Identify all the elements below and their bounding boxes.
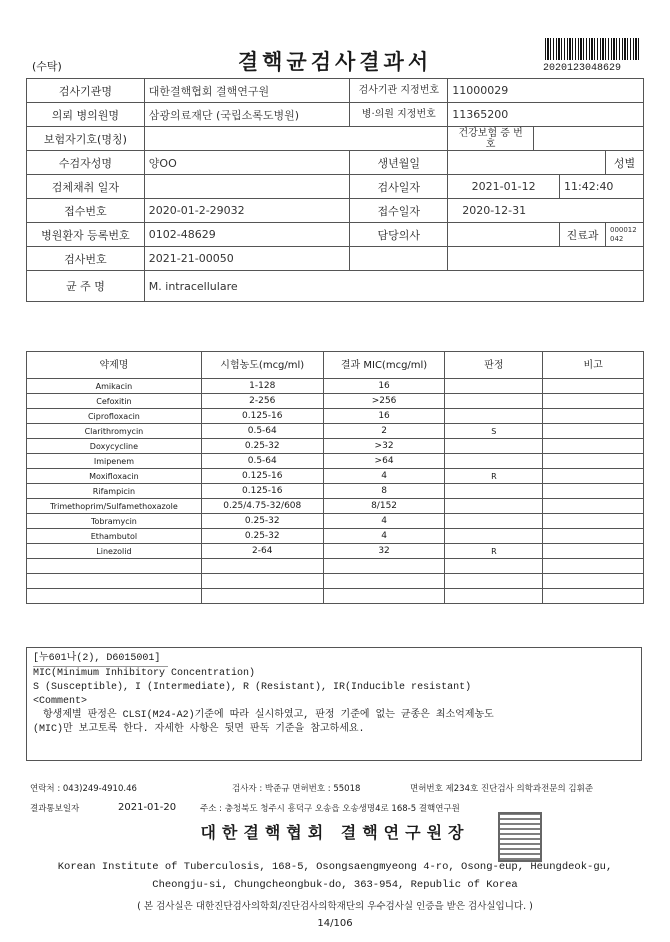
license-info: 면허번호 제234호 진단검사 의학과전문의 김휘준: [410, 784, 594, 794]
patient-reg-no: 0102-48629: [144, 223, 350, 247]
receipt-no-label: 접수번호: [27, 199, 145, 223]
report-date-label: 결과통보일자: [30, 804, 80, 814]
official-seal-icon: [498, 812, 542, 862]
birth-value: [448, 151, 606, 175]
table-row: [27, 439, 644, 454]
institute-name: 대한결핵협회 결핵연구원장: [200, 823, 470, 842]
concentration-cell: 2-256: [201, 394, 323, 409]
concentration-cell: 0.5-64: [201, 424, 323, 439]
drug-name-cell: [27, 589, 202, 604]
interpretation-cell: [445, 529, 543, 544]
remark-cell: [543, 499, 644, 514]
hospital-code-label: 병·의원 지정번호: [350, 103, 448, 127]
drug-name-cell: Linezolid: [27, 544, 202, 559]
concentration-cell: 0.125-16: [201, 409, 323, 424]
remark-cell: [543, 454, 644, 469]
remark-cell: [543, 514, 644, 529]
interpretation-cell: [445, 409, 543, 424]
agency-code: 11000029: [448, 79, 644, 103]
insurance-no: [534, 127, 644, 151]
remark-cell: [543, 394, 644, 409]
receipt-no: 2020-01-2-29032: [144, 199, 350, 223]
examiner-info: 검사자 : 박준규 면허번호 : 55018: [232, 784, 361, 794]
organism-name: M. intracellulare: [144, 271, 643, 302]
remark-cell: [543, 379, 644, 394]
contact-info: 연락처 : 043)249-4910.46: [30, 784, 137, 794]
concentration-cell: [201, 589, 323, 604]
mic-cell: 4: [323, 514, 445, 529]
address-kr: 주소 : 충청북도 청주시 흥덕구 오송읍 오송생명4로 168-5 결핵연구원: [200, 804, 460, 814]
drug-table-body: [27, 379, 644, 604]
drug-name-cell: Doxycycline: [27, 439, 202, 454]
comment-heading: <Comment>: [33, 696, 88, 707]
mic-cell: 4: [323, 469, 445, 484]
remark-cell: [543, 439, 644, 454]
remark-cell: [543, 574, 644, 589]
concentration-cell: [201, 574, 323, 589]
drug-header: 약제명: [27, 352, 202, 379]
table-row: [27, 484, 644, 499]
patient-name-label: 수검자성명: [27, 151, 145, 175]
mic-cell: 2: [323, 424, 445, 439]
barcode-number: 2020123048629: [543, 63, 622, 74]
drug-name-cell: Imipenem: [27, 454, 202, 469]
comment-box: [26, 647, 642, 761]
interpretation-cell: [445, 559, 543, 574]
interpretation-cell: [445, 484, 543, 499]
doctor-label: 담당의사: [350, 223, 448, 247]
remark-cell: [543, 589, 644, 604]
barcode-icon: [545, 38, 640, 60]
insured-value: [144, 127, 447, 151]
interpretation-cell: S: [445, 424, 543, 439]
mic-cell: 8/152: [323, 499, 445, 514]
concentration-header: 시험농도(mcg/ml): [201, 352, 323, 379]
interpretation-header: 판정: [445, 352, 543, 379]
page-number: 14/106: [317, 918, 353, 929]
mic-cell: [323, 559, 445, 574]
drug-name-cell: Ciprofloxacin: [27, 409, 202, 424]
comment-line: (MIC)만 보고토록 한다. 자세한 사항은 뒷면 판독 기준을 참고하세요.: [33, 724, 365, 735]
mic-cell: 32: [323, 544, 445, 559]
patient-info-table: [26, 78, 644, 302]
sex-label: 성별: [605, 151, 643, 175]
interpretation-cell: R: [445, 469, 543, 484]
remark-cell: [543, 529, 644, 544]
mic-cell: 16: [323, 409, 445, 424]
concentration-cell: [201, 559, 323, 574]
patient-name: 양OO: [144, 151, 350, 175]
address-en: [0, 858, 670, 894]
interpretation-cell: [445, 589, 543, 604]
collection-date-label: 검체채취 일자: [27, 175, 145, 199]
empty-cell: [350, 247, 448, 271]
drug-name-cell: Moxifloxacin: [27, 469, 202, 484]
remark-cell: [543, 559, 644, 574]
receipt-date-label: 접수일자: [350, 199, 448, 223]
table-row: [27, 589, 644, 604]
testing-agency-label: 검사기관명: [27, 79, 145, 103]
requesting-hospital: 삼광의료재단 (국립소록도병원): [144, 103, 350, 127]
concentration-cell: 0.25/4.75-32/608: [201, 499, 323, 514]
table-row: [27, 514, 644, 529]
interpretation-cell: [445, 394, 543, 409]
test-no: 2021-21-00050: [144, 247, 350, 271]
mic-cell: >32: [323, 439, 445, 454]
dept-value: 000012042: [605, 223, 643, 247]
remark-cell: [543, 469, 644, 484]
result-header: 결과 MIC(mcg/ml): [323, 352, 445, 379]
table-row: [27, 574, 644, 589]
table-row: [27, 394, 644, 409]
mic-cell: 4: [323, 529, 445, 544]
interpretation-cell: [445, 574, 543, 589]
mic-cell: [323, 589, 445, 604]
comment-code: [누601나(2), D6015001]: [33, 652, 168, 667]
test-time: 11:42:40: [560, 175, 644, 199]
mic-cell: 8: [323, 484, 445, 499]
concentration-cell: 0.125-16: [201, 484, 323, 499]
drug-name-cell: Ethambutol: [27, 529, 202, 544]
intake-note: (수탁): [32, 60, 62, 73]
remark-cell: [543, 409, 644, 424]
drug-name-cell: [27, 559, 202, 574]
hospital-code: 11365200: [448, 103, 644, 127]
birth-label: 생년월일: [350, 151, 448, 175]
testing-agency: 대한결핵협회 결핵연구원: [144, 79, 350, 103]
table-row: [27, 559, 644, 574]
drug-name-cell: Amikacin: [27, 379, 202, 394]
remark-cell: [543, 424, 644, 439]
drug-name-cell: Tobramycin: [27, 514, 202, 529]
test-date-label: 검사일자: [350, 175, 448, 199]
dept-label: 진료과: [560, 223, 606, 247]
test-no-label: 검사번호: [27, 247, 145, 271]
comment-line: 항생제별 판정은 CLSI(M24-A2)기준에 따라 실시하였고, 판정 기준에 없는 균종은 최소억제농도: [43, 710, 494, 721]
receipt-date: 2020-12-31: [448, 199, 644, 223]
mic-cell: >64: [323, 454, 445, 469]
interpretation-cell: [445, 379, 543, 394]
remark-header: 비고: [543, 352, 644, 379]
collection-date: [144, 175, 350, 199]
certification-notice: ( 본 검사실은 대한진단검사의학회/진단검사의학재단의 우수검사실 인증을 받은 검사실입니다. ): [137, 901, 533, 912]
comment-line: MIC(Minimum Inhibitory Concentration): [33, 668, 256, 679]
interpretation-cell: R: [445, 544, 543, 559]
concentration-cell: 0.5-64: [201, 454, 323, 469]
address-en-line: Cheongju-si, Chungcheongbuk-do, 363-954, Republic of Korea: [152, 879, 518, 891]
mic-cell: [323, 574, 445, 589]
concentration-cell: 0.25-32: [201, 514, 323, 529]
remark-cell: [543, 544, 644, 559]
table-row: [27, 454, 644, 469]
mic-cell: >256: [323, 394, 445, 409]
agency-code-label: 검사기관 지정번호: [350, 79, 448, 103]
interpretation-cell: [445, 514, 543, 529]
insurance-no-label: 건강보험 증 번 호: [448, 127, 534, 151]
document-title: 결핵균검사결과서: [237, 49, 433, 74]
table-row: [27, 469, 644, 484]
requesting-hospital-label: 의뢰 병의원명: [27, 103, 145, 127]
table-row: [27, 424, 644, 439]
doctor-value: [448, 223, 560, 247]
table-row: [27, 529, 644, 544]
address-en-line: Korean Institute of Tuberculosis, 168-5, Osongsaengmyeong 4-ro, Osong-eup, Heungdeok-gu,: [57, 861, 613, 873]
interpretation-cell: [445, 439, 543, 454]
table-row: [27, 379, 644, 394]
remark-cell: [543, 484, 644, 499]
concentration-cell: 2-64: [201, 544, 323, 559]
drug-name-cell: Trimethoprim/Sulfamethoxazole: [27, 499, 202, 514]
drug-name-cell: Clarithromycin: [27, 424, 202, 439]
patient-reg-label: 병원환자 등록번호: [27, 223, 145, 247]
drug-name-cell: Rifampicin: [27, 484, 202, 499]
empty-cell: [448, 247, 644, 271]
drug-name-cell: Cefoxitin: [27, 394, 202, 409]
drug-name-cell: [27, 574, 202, 589]
interpretation-cell: [445, 499, 543, 514]
table-row: [27, 499, 644, 514]
concentration-cell: 1-128: [201, 379, 323, 394]
test-date: 2021-01-12: [448, 175, 560, 199]
concentration-cell: 0.25-32: [201, 439, 323, 454]
comment-line: S (Susceptible), I (Intermediate), R (Resistant), IR(Inducible resistant): [33, 682, 472, 693]
interpretation-cell: [445, 454, 543, 469]
drug-susceptibility-table: [26, 351, 644, 604]
organism-label: 균 주 명: [27, 271, 145, 302]
table-row: [27, 409, 644, 424]
table-row: [27, 544, 644, 559]
mic-cell: 16: [323, 379, 445, 394]
insured-label: 보험자기호(명칭): [27, 127, 145, 151]
concentration-cell: 0.125-16: [201, 469, 323, 484]
concentration-cell: 0.25-32: [201, 529, 323, 544]
report-date: 2021-01-20: [118, 802, 177, 813]
